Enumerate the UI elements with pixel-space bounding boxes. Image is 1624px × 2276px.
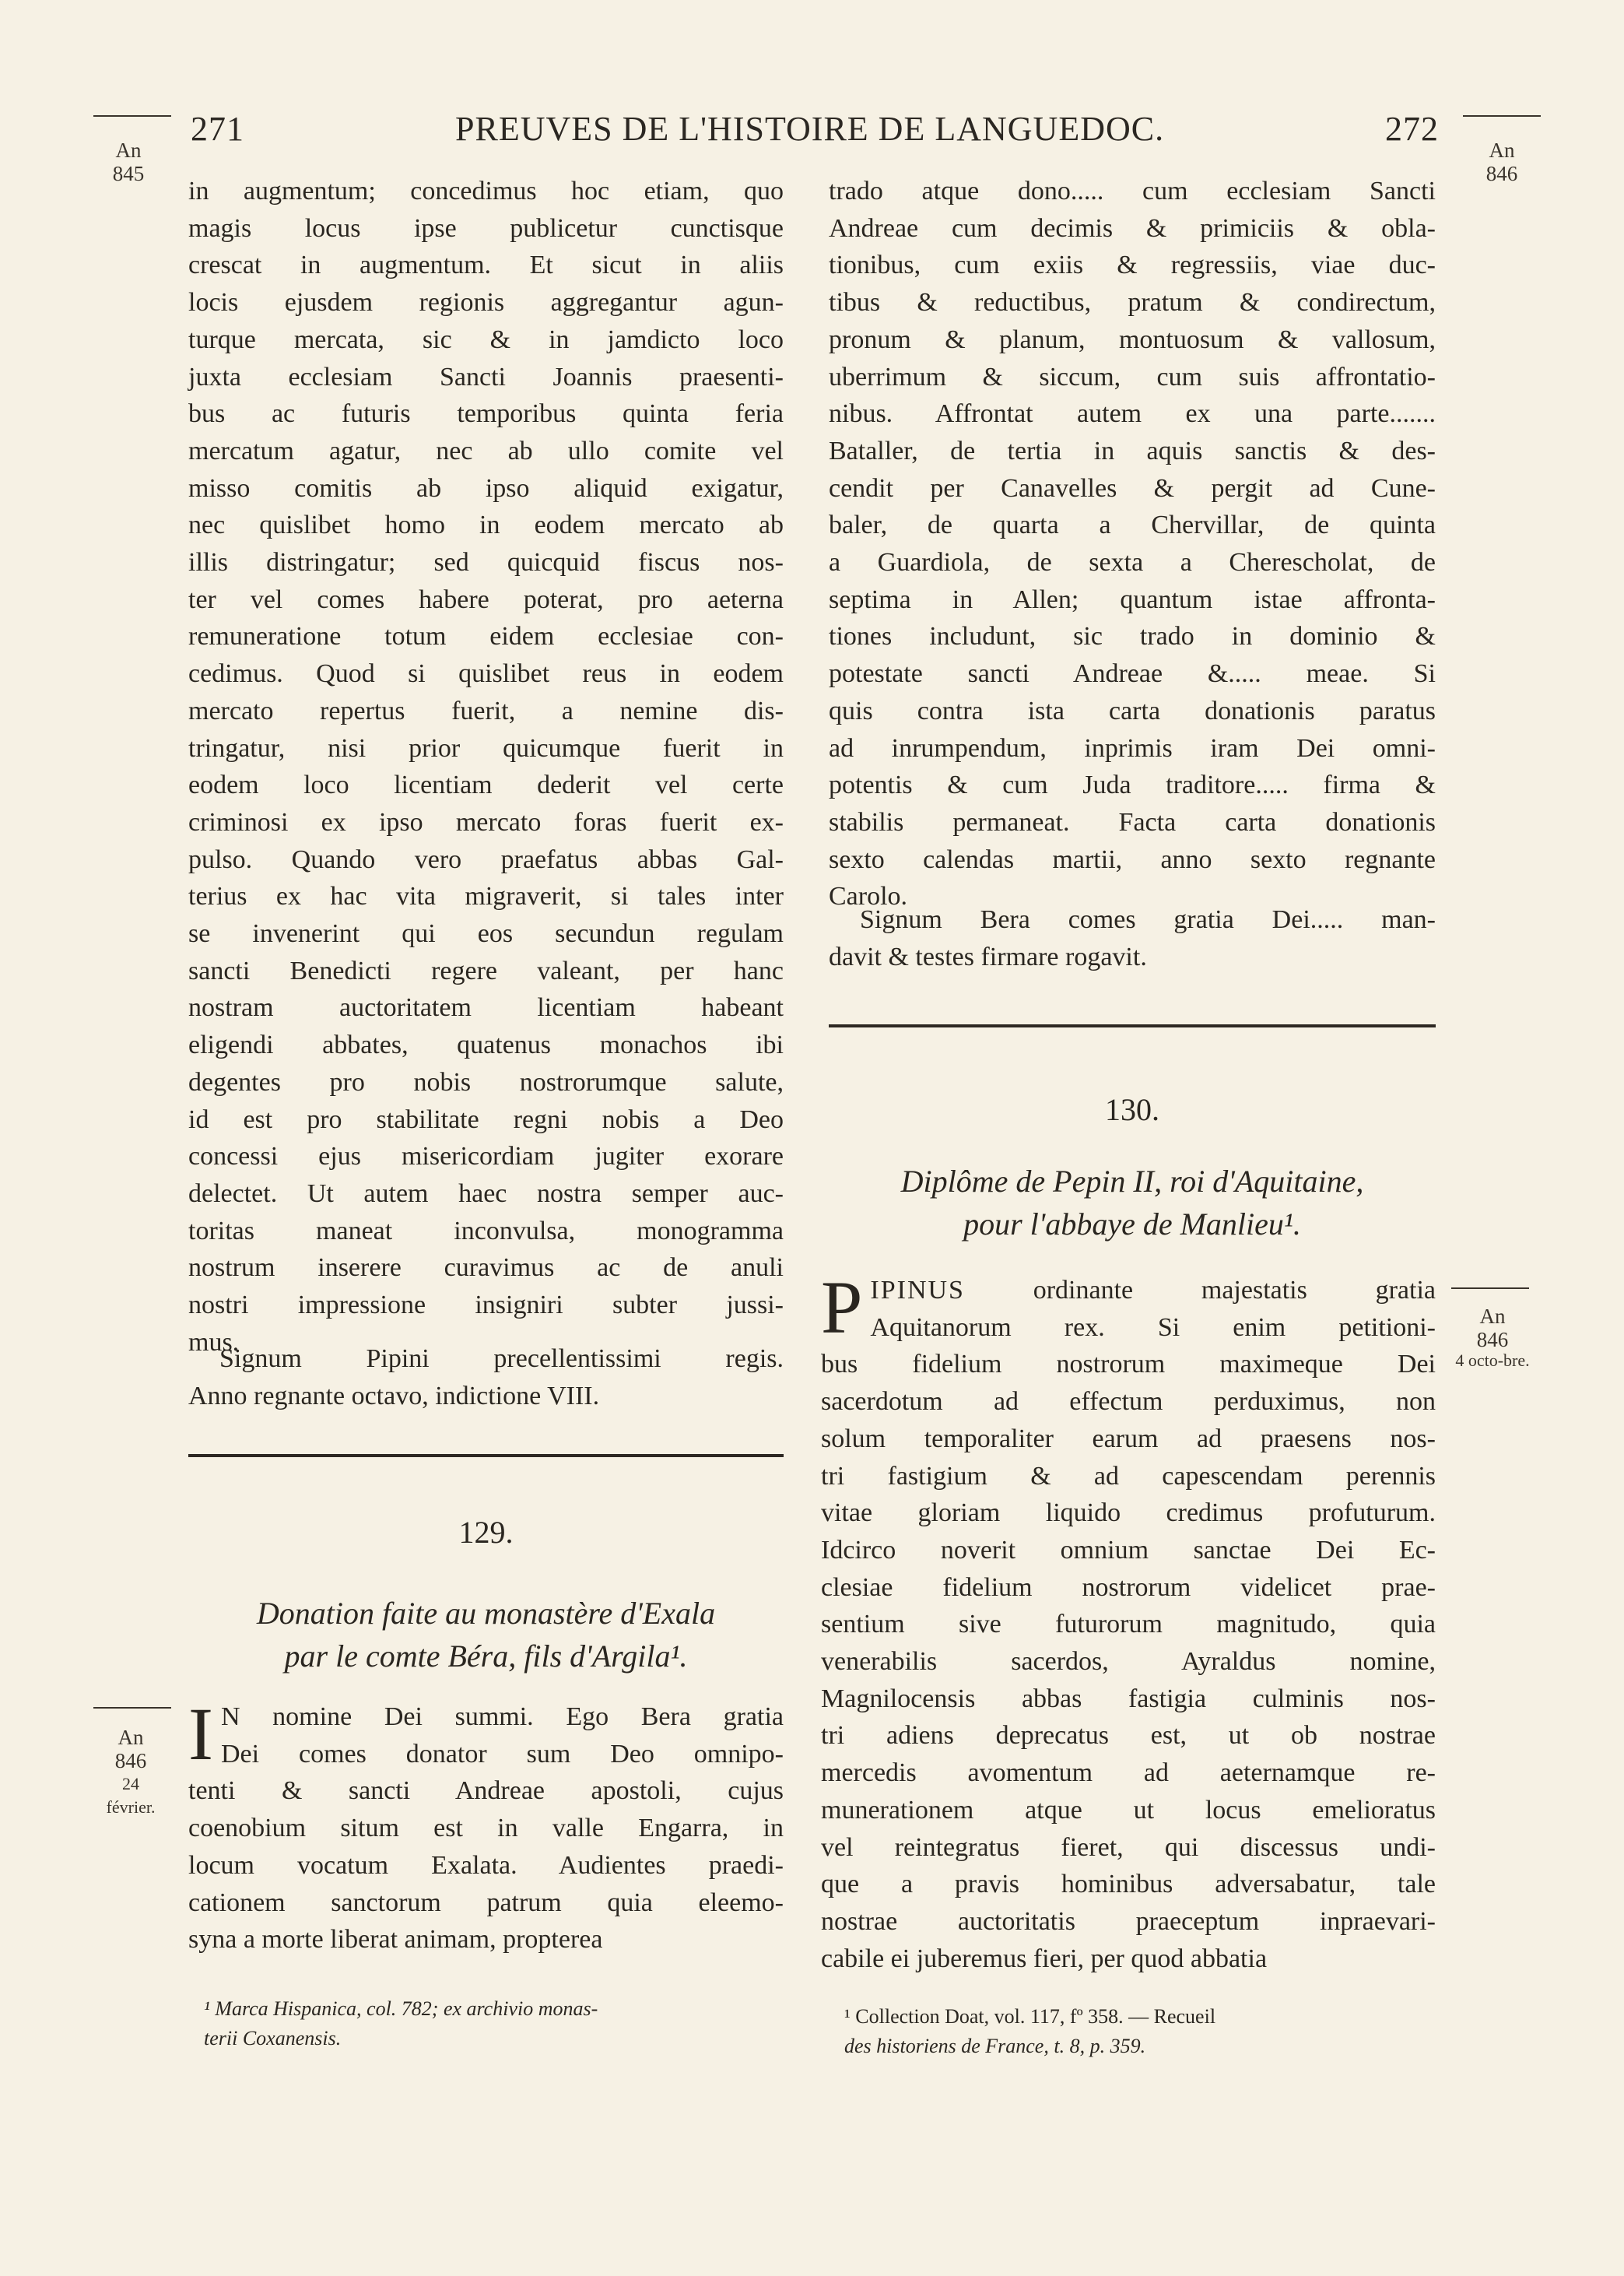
- text-line: que a pravis hominibus adversabatur, tale: [821, 1870, 1436, 1899]
- text-line: locum vocatum Exalata. Audientes praedi-: [188, 1850, 784, 1880]
- footnote-line: terii Coxanensis.: [204, 2027, 342, 2049]
- margin-day: 4: [1455, 1350, 1464, 1370]
- margin-note-top-left: [93, 139, 163, 185]
- margin-rule-top-right: [1463, 115, 1541, 117]
- doc130-title-line: Diplôme de Pepin II, roi d'Aquitaine,: [900, 1164, 1364, 1199]
- text-line: remuneratione totum eidem ecclesiae con-: [188, 622, 784, 652]
- margin-month: février.: [106, 1797, 156, 1817]
- text-line: trado atque dono..... cum ecclesiam Sancti: [829, 177, 1436, 205]
- text-line: venerabilis sacerdos, Ayraldus nomine,: [821, 1647, 1436, 1677]
- doc130-first-word: IPINUS: [870, 1276, 965, 1305]
- text-line: tringatur, nisi prior quicumque fuerit in: [188, 733, 784, 763]
- doc129-title-line: par le comte Béra, fils d'Argila¹.: [284, 1639, 688, 1674]
- text-line: degentes pro nobis nostrorumque salute,: [188, 1067, 784, 1097]
- text-line: clesiae fidelium nostrorum videlicet prae-: [821, 1572, 1436, 1602]
- text-line: munerationem atque ut locus emelioratus: [821, 1795, 1436, 1825]
- text-line: solum temporaliter earum ad praesens nos-: [821, 1424, 1436, 1453]
- margin-an: An: [118, 1726, 144, 1749]
- text-line: sentium sive futurorum magnitudo, quia: [821, 1610, 1436, 1639]
- text-line: nostri impressione insigniri subter jussi-: [188, 1291, 784, 1320]
- text-line: toritas maneat inconvulsa, monogramma: [188, 1216, 784, 1245]
- footnote-line: des historiens de France, t. 8, p. 359.: [844, 2035, 1146, 2057]
- text-line: terius ex hac vita migraverit, si tales inter: [188, 882, 784, 911]
- text-line: magis locus ipse publicetur cunctisque: [188, 213, 784, 243]
- margin-month: octo-bre.: [1468, 1350, 1530, 1370]
- doc130-title-line: pour l'abbaye de Manlieu¹.: [963, 1206, 1301, 1242]
- text-line: Magnilocensis abbas fastigia culminis nos-: [821, 1684, 1436, 1713]
- text-line: nostram auctoritatem licentiam habeant: [188, 993, 784, 1023]
- section-divider-right: [829, 1024, 1436, 1027]
- right-column-text: [829, 173, 1436, 915]
- footnote-line: ¹ Collection Doat, vol. 117, fº 358. — Recueil: [844, 2005, 1216, 2028]
- text-line: sancti Benedicti regere valeant, per hanc: [188, 956, 784, 985]
- left-column-text: [188, 173, 784, 1361]
- text-line: tri fastigium & ad capescendam perennis: [821, 1461, 1436, 1491]
- doc129-title-line: Donation faite au monastère d'Exala: [256, 1596, 716, 1631]
- margin-rule-doc129: [93, 1707, 171, 1709]
- margin-note-doc129: [92, 1726, 170, 1819]
- text-line: tri adiens deprecatus est, ut ob nostrae: [821, 1721, 1436, 1751]
- running-title: PREUVES DE L'HISTOIRE DE LANGUEDOC.: [455, 110, 1165, 148]
- text-line: cedimus. Quod si quislibet reus in eodem: [188, 659, 784, 689]
- doc129-first-line: N nomine Dei summi. Ego Bera gratia: [220, 1702, 784, 1731]
- text-line: turque mercata, sic & in jamdicto loco: [188, 325, 784, 354]
- text-line: mus.: [188, 1327, 240, 1357]
- text-line: Bataller, de tertia in aquis sanctis & des-: [829, 436, 1436, 465]
- margin-an: An: [1479, 1305, 1506, 1328]
- doc129-dropcap: I: [188, 1692, 213, 1775]
- text-line: sacerdotum ad effectum perduximus, non: [821, 1387, 1436, 1417]
- footnote-line: ¹ Marca Hispanica, col. 782; ex archivio monas-: [204, 1997, 598, 2020]
- section-divider-left: [188, 1454, 784, 1457]
- text-line: nibus. Affrontat autem ex una parte.......: [829, 399, 1436, 429]
- text-line: Idcirco noverit omnium sanctae Dei Ec-: [821, 1535, 1436, 1565]
- doc130-footnote: [844, 2002, 1436, 2061]
- doc130-first-line: ordinante majestatis gratia: [1033, 1276, 1436, 1305]
- text-line: stabilis permaneat. Facta carta donationis: [829, 807, 1436, 837]
- text-line: juxta ecclesiam Sancti Joannis praesenti-: [188, 362, 784, 392]
- text-line: Andreae cum decimis & primiciis & obla-: [829, 213, 1436, 243]
- text-line: tionibus, cum exiis & regressiis, viae duc-: [829, 251, 1436, 280]
- margin-year: 845: [112, 162, 145, 185]
- text-line: mercato repertus fuerit, a nemine dis-: [188, 696, 784, 725]
- text-line: se invenerint qui eos secundun regulam: [188, 919, 784, 949]
- right-signum: [829, 901, 1436, 975]
- text-line: crescat in augmentum. Et sicut in aliis: [188, 251, 784, 280]
- text-line: illis distringatur; sed quicquid fiscus nos-: [188, 548, 784, 578]
- margin-year: 846: [1485, 162, 1518, 185]
- text-line: Carolo.: [829, 882, 908, 911]
- text-line: uberrimum & siccum, cum suis affrontatio-: [829, 362, 1436, 392]
- text-line: coenobium situm est in valle Engarra, in: [188, 1814, 784, 1843]
- margin-an: An: [115, 139, 142, 162]
- text-line: bus fidelium nostrorum maximeque Dei: [821, 1350, 1436, 1379]
- text-line: ad inrumpendum, inprimis iram Dei omni-: [829, 733, 1436, 763]
- margin-year: 846: [1476, 1328, 1509, 1351]
- text-line: baler, de quarta a Chervillar, de quinta: [829, 511, 1436, 540]
- text-line: tibus & reductibus, pratum & condirectum,: [829, 288, 1436, 318]
- text-line: a Guardiola, de sexta a Cherescholat, de: [829, 548, 1436, 578]
- signum-line: davit & testes firmare rogavit.: [829, 942, 1147, 971]
- text-line: mercatum agatur, nec ab ullo comite vel: [188, 436, 784, 465]
- text-line: potentis & cum Juda traditore..... firma &: [829, 771, 1436, 800]
- text-line: locis ejusdem regionis aggregantur agun-: [188, 288, 784, 318]
- text-line: vel reintegratus fieret, qui discessus undi-: [821, 1832, 1436, 1862]
- doc130-body: [821, 1266, 1436, 1977]
- signum-line: Anno regnante octavo, indictione VIII.: [188, 1381, 600, 1410]
- text-line: mercedis avomentum ad aeternamque re-: [821, 1758, 1436, 1788]
- text-line: tenti & sancti Andreae apostoli, cujus: [188, 1776, 784, 1806]
- margin-rule-doc130: [1451, 1287, 1529, 1289]
- text-line: tiones includunt, sic trado in dominio &: [829, 622, 1436, 652]
- margin-year: 846: [114, 1749, 147, 1772]
- doc129-title: [188, 1592, 784, 1677]
- signum-line: Signum Bera comes gratia Dei..... man-: [860, 905, 1436, 934]
- text-line: misso comitis ab ipso aliquid exigatur,: [188, 473, 784, 503]
- text-line: Dei comes donator sum Deo omnipo-: [220, 1739, 784, 1768]
- margin-rule-top-left: [93, 115, 171, 117]
- text-line: eodem loco licentiam dederit vel certe: [188, 771, 784, 800]
- text-line: cabile ei juberemus fieri, per quod abbatia: [821, 1944, 1268, 1973]
- text-line: cationem sanctorum patrum quia eleemo-: [188, 1888, 784, 1917]
- text-line: eligendi abbates, quatenus monachos ibi: [188, 1031, 784, 1060]
- text-line: quis contra ista carta donationis paratus: [829, 696, 1436, 725]
- text-line: septima in Allen; quantum istae affronta-: [829, 585, 1436, 614]
- text-line: delectet. Ut autem haec nostra semper auc-: [188, 1178, 784, 1208]
- text-line: nostrae auctoritatis praeceptum inpraevari-: [821, 1906, 1436, 1936]
- text-line: id est pro stabilitate regni nobis a Deo: [188, 1105, 784, 1134]
- text-line: sexto calendas martii, anno sexto regnante: [829, 845, 1436, 874]
- margin-note-top-right: [1467, 139, 1537, 185]
- doc129-footnote: [204, 1994, 784, 2053]
- text-line: concessi ejus misericordiam jugiter exorare: [188, 1142, 784, 1171]
- text-line: nostrum inserere curavimus ac de anuli: [188, 1253, 784, 1283]
- text-line: nec quislibet homo in eodem mercato ab: [188, 511, 784, 540]
- text-line: criminosi ex ipso mercato foras fuerit ex-: [188, 807, 784, 837]
- margin-day: 24: [122, 1774, 139, 1793]
- text-line: bus ac futuris temporibus quinta feria: [188, 399, 784, 429]
- left-signum: [188, 1340, 784, 1414]
- doc129-number: 129.: [458, 1515, 514, 1550]
- text-line: ter vel comes habere poterat, pro aeterna: [188, 585, 784, 614]
- signum-line: Signum Pipini precellentissimi regis.: [219, 1344, 784, 1373]
- doc129-body: [188, 1692, 784, 1958]
- margin-note-doc130: [1454, 1305, 1531, 1370]
- text-line: potestate sancti Andreae &..... meae. Si: [829, 659, 1436, 689]
- text-line: pronum & planum, montuosum & vallosum,: [829, 325, 1436, 354]
- doc130-dropcap: P: [821, 1266, 863, 1349]
- margin-an: An: [1489, 139, 1515, 162]
- text-line: pulso. Quando vero praefatus abbas Gal-: [188, 845, 784, 874]
- doc130-title: [829, 1160, 1436, 1245]
- text-line: vitae gloriam liquido credimus profuturum.: [821, 1498, 1436, 1528]
- doc130-number: 130.: [1105, 1092, 1159, 1127]
- text-line: syna a morte liberat animam, propterea: [188, 1925, 603, 1955]
- page-number-left: 271: [191, 110, 244, 148]
- text-line: in augmentum; concedimus hoc etiam, quo: [188, 177, 784, 205]
- page-number-right: 272: [1385, 110, 1439, 148]
- doc130-second-line: Aquitanorum rex. Si enim petitioni-: [870, 1312, 1436, 1342]
- text-line: cendit per Canavelles & pergit ad Cune-: [829, 473, 1436, 503]
